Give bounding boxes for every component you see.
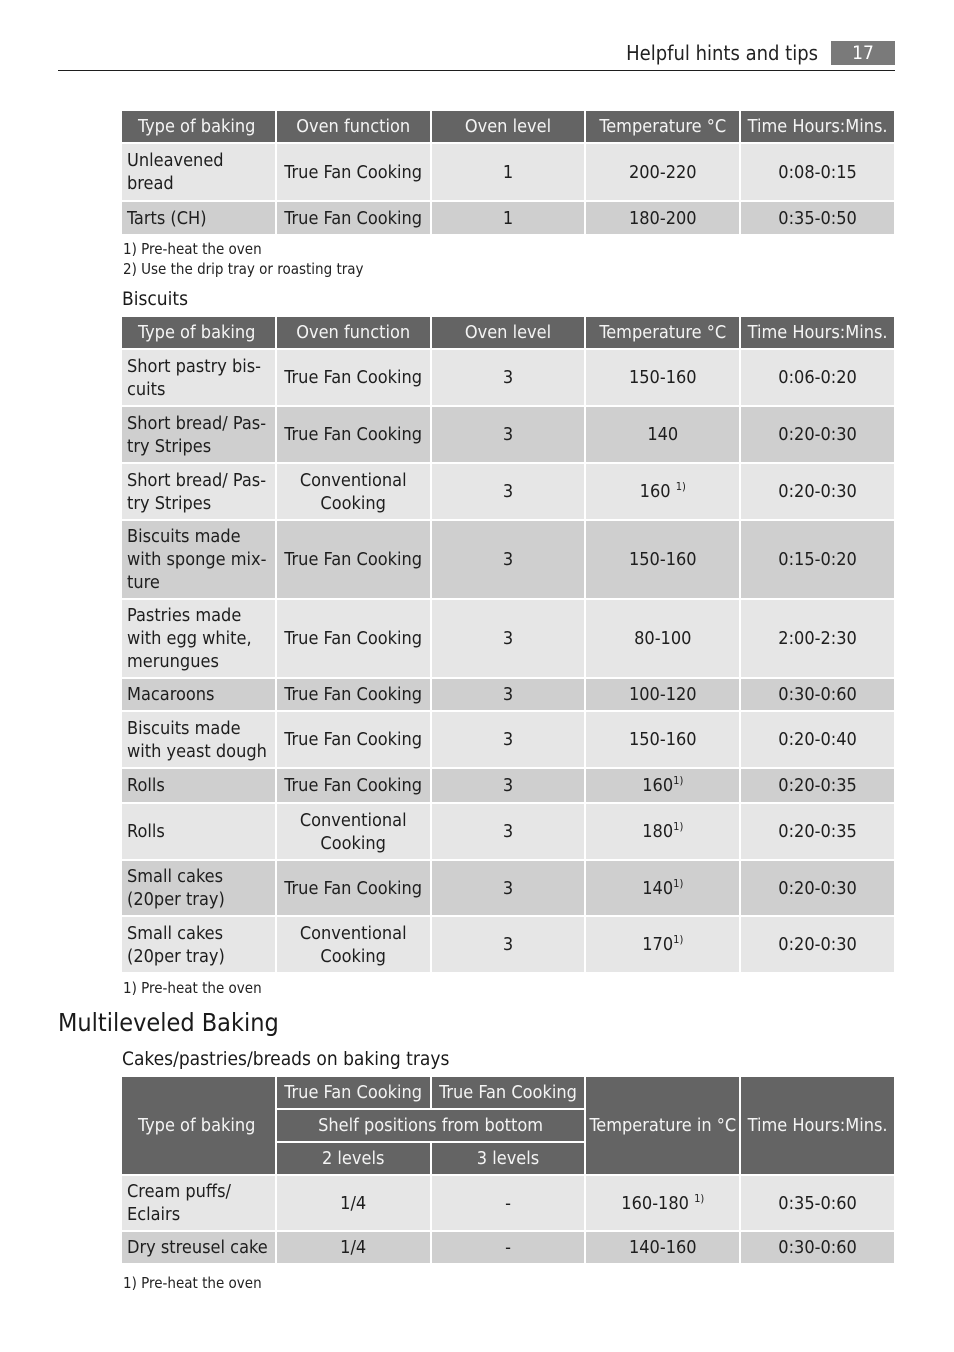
cell-function: Conventional Cooking [277, 917, 430, 972]
table-row [122, 861, 894, 915]
col-header-temperature: Temperature °C [586, 111, 739, 142]
cell-temperature [586, 350, 739, 405]
cell-level: 3 [432, 769, 585, 802]
temperature-value: 140 [647, 424, 679, 445]
cell-type: Rolls [122, 804, 275, 859]
baking-table-continued [120, 109, 896, 236]
cell-function: True Fan Cooking [277, 521, 430, 598]
cell-2-levels: 1/4 [277, 1232, 430, 1263]
cell-function: True Fan Cooking [277, 679, 430, 710]
cell-level: 1 [432, 202, 585, 234]
temperature-value: 150-160 [628, 729, 697, 750]
table-row [122, 144, 894, 200]
section-title-biscuits: Biscuits [122, 288, 188, 310]
col-header-fan-3-levels: True Fan Cooking [432, 1077, 585, 1108]
cell-function: True Fan Cooking [277, 861, 430, 915]
table-row [122, 679, 894, 710]
cell-level: 3 [432, 464, 585, 519]
col-header-function: Oven function [277, 111, 430, 142]
table-row [122, 804, 894, 859]
footnote-marker: 1) [675, 480, 686, 493]
cell-level: 3 [432, 600, 585, 677]
col-header-level: Oven level [432, 317, 585, 348]
cell-time: 0:08-0:15 [741, 144, 894, 200]
cell-function: True Fan Cooking [277, 769, 430, 802]
cell-function: True Fan Cooking [277, 407, 430, 462]
cell-function: Conventional Cooking [277, 464, 430, 519]
cell-time: 0:20-0:40 [741, 712, 894, 767]
page-number: 17 [831, 41, 895, 65]
cell-temperature [586, 712, 739, 767]
col-header-level: Oven level [432, 111, 585, 142]
temperature-value: 150-160 [628, 367, 697, 388]
cell-temperature [586, 144, 739, 200]
temperature-value: 160 [639, 481, 676, 502]
table-row [122, 769, 894, 802]
cell-level: 3 [432, 861, 585, 915]
cell-type: Small cakes (20per tray) [122, 917, 275, 972]
cell-function: True Fan Cooking [277, 600, 430, 677]
col-header-2-levels: 2 levels [277, 1143, 430, 1174]
biscuits-table [120, 315, 896, 974]
table-row [122, 521, 894, 598]
cell-time: 0:20-0:35 [741, 804, 894, 859]
cell-type: Unleavened bread [122, 144, 275, 200]
cell-function: True Fan Cooking [277, 712, 430, 767]
cell-time: 0:35-0:60 [741, 1176, 894, 1230]
section-subtitle-trays: Cakes/pastries/breads on baking trays [122, 1048, 450, 1070]
col-header-temperature: Temperature in °C [586, 1077, 739, 1174]
temperature-value: 180-200 [628, 207, 697, 229]
cell-type: Short bread/ Pas-try Stripes [122, 464, 275, 519]
footnote-drip-tray: 2) Use the drip tray or roasting tray [123, 260, 364, 278]
temperature-value: 150-160 [628, 549, 697, 570]
cell-temperature [586, 600, 739, 677]
cell-type: Dry streusel cake [122, 1232, 275, 1263]
cell-2-levels: 1/4 [277, 1176, 430, 1230]
cell-function: Conventional Cooking [277, 804, 430, 859]
cell-type: Pastries made with egg white, merungues [122, 600, 275, 677]
cell-type: Rolls [122, 769, 275, 802]
cell-type: Short pastry bis-cuits [122, 350, 275, 405]
cell-temperature [586, 464, 739, 519]
cell-time: 0:06-0:20 [741, 350, 894, 405]
cell-3-levels: - [432, 1232, 585, 1263]
cell-time: 0:20-0:30 [741, 407, 894, 462]
cell-time: 0:20-0:30 [741, 861, 894, 915]
temperature-value: 160 [642, 775, 674, 796]
cell-type: Short bread/ Pas-try Stripes [122, 407, 275, 462]
section-title-multileveled: Multileveled Baking [58, 1008, 279, 1037]
footnote-preheat: 1) Pre-heat the oven [123, 1274, 262, 1292]
table-row [122, 202, 894, 234]
temperature-value: 170 [642, 934, 674, 955]
cell-type: Tarts (CH) [122, 202, 275, 234]
cell-level: 3 [432, 350, 585, 405]
cell-temperature [586, 1176, 739, 1230]
cell-temperature [586, 861, 739, 915]
cell-temperature [586, 202, 739, 234]
footnote-marker: 1) [694, 1191, 705, 1205]
cell-type: Small cakes (20per tray) [122, 861, 275, 915]
table-row [122, 350, 894, 405]
col-header-type: Type of baking [122, 317, 275, 348]
cell-type: Biscuits made with yeast dough [122, 712, 275, 767]
cell-time: 0:20-0:35 [741, 769, 894, 802]
cell-time: 0:20-0:30 [741, 917, 894, 972]
temperature-value: 140 [642, 877, 674, 899]
table-row [122, 464, 894, 519]
cell-level: 3 [432, 679, 585, 710]
footnote-marker: 1) [673, 820, 684, 833]
cell-level: 3 [432, 917, 585, 972]
table-row [122, 407, 894, 462]
cell-temperature [586, 521, 739, 598]
temperature-value: 200-220 [628, 161, 697, 183]
temperature-value: 100-120 [628, 684, 697, 705]
table-row [122, 1232, 894, 1263]
col-header-temperature: Temperature °C [586, 317, 739, 348]
header-divider [58, 70, 895, 71]
cell-temperature [586, 407, 739, 462]
footnote-marker: 1) [673, 774, 684, 787]
cell-temperature [586, 917, 739, 972]
cell-temperature [586, 679, 739, 710]
cell-level: 1 [432, 144, 585, 200]
cell-type: Biscuits made with sponge mix-ture [122, 521, 275, 598]
cell-type: Macaroons [122, 679, 275, 710]
temperature-value: 160-180 [621, 1192, 695, 1214]
col-header-type: Type of baking [122, 111, 275, 142]
cell-level: 3 [432, 407, 585, 462]
cell-level: 3 [432, 521, 585, 598]
table-row [122, 712, 894, 767]
footnote-marker: 1) [673, 876, 684, 890]
footnote-preheat: 1) Pre-heat the oven [123, 240, 262, 258]
temperature-value: 80-100 [634, 628, 692, 649]
cell-function: True Fan Cooking [277, 350, 430, 405]
col-header-function: Oven function [277, 317, 430, 348]
col-header-time: Time Hours:Mins. [741, 111, 894, 142]
cell-time: 0:30-0:60 [741, 679, 894, 710]
cell-function: True Fan Cooking [277, 202, 430, 234]
footnote-preheat: 1) Pre-heat the oven [123, 979, 262, 997]
cell-level: 3 [432, 712, 585, 767]
cell-3-levels: - [432, 1176, 585, 1230]
cell-function: True Fan Cooking [277, 144, 430, 200]
cell-temperature [586, 769, 739, 802]
multilevel-table [120, 1075, 896, 1265]
cell-time: 2:00-2:30 [741, 600, 894, 677]
cell-time: 0:15-0:20 [741, 521, 894, 598]
footnote-marker: 1) [673, 933, 684, 946]
table-row [122, 600, 894, 677]
col-header-fan-2-levels: True Fan Cooking [277, 1077, 430, 1108]
cell-level: 3 [432, 804, 585, 859]
cell-temperature [586, 804, 739, 859]
page-header-title: Helpful hints and tips [626, 41, 818, 65]
col-header-time: Time Hours:Mins. [741, 317, 894, 348]
col-header-time: Time Hours:Mins. [741, 1077, 894, 1174]
cell-time: 0:30-0:60 [741, 1232, 894, 1263]
temperature-value: 180 [642, 821, 674, 842]
cell-type: Cream puffs/ Eclairs [122, 1176, 275, 1230]
cell-time: 0:20-0:30 [741, 464, 894, 519]
table-row [122, 917, 894, 972]
col-header-shelf-positions: Shelf positions from bottom [277, 1110, 585, 1141]
table-row [122, 1176, 894, 1230]
cell-temperature [586, 1232, 739, 1263]
col-header-3-levels: 3 levels [432, 1143, 585, 1174]
temperature-value: 140-160 [628, 1237, 697, 1258]
col-header-type: Type of baking [122, 1077, 275, 1174]
cell-time: 0:35-0:50 [741, 202, 894, 234]
